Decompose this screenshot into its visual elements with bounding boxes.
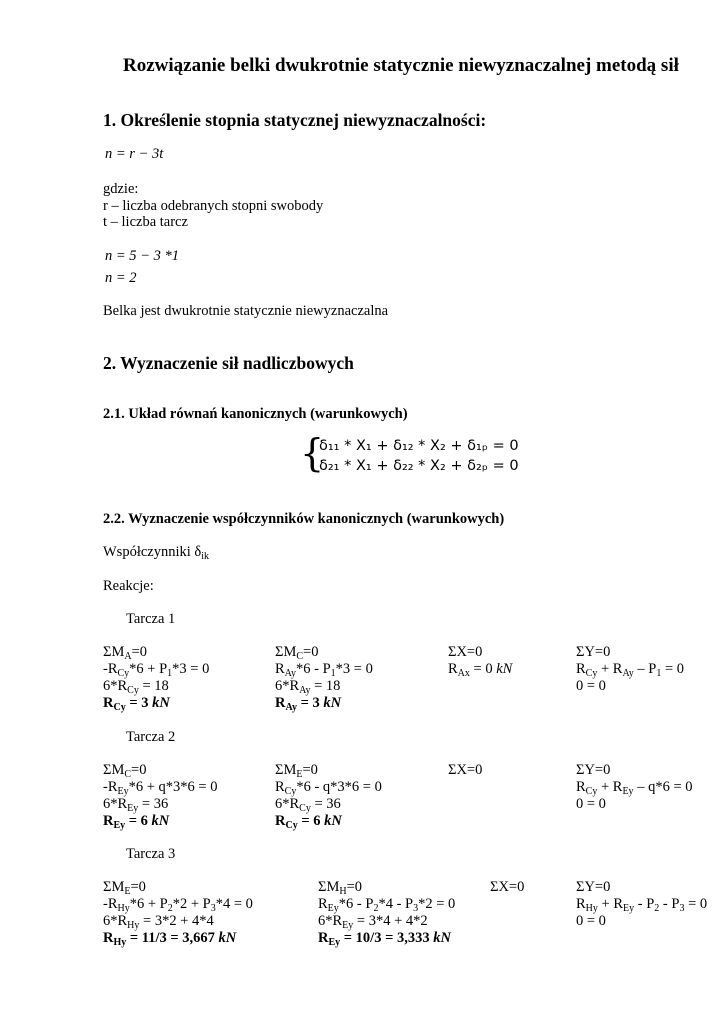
equation-line: $6*R_{Cy} = 18$	[103, 678, 169, 696]
tarcza-1-col-4	[576, 644, 684, 695]
canonical-equation-1: δ₁₁ * X₁ + δ₁₂ * X₂ + δ₁ₚ = 0	[319, 438, 519, 454]
equation-line: $\Sigma M_H=0$	[318, 879, 363, 897]
equation-line: $-R_{Ey}*6 + q*3*6 = 0$	[103, 779, 218, 797]
equation-line: $\Sigma M_E=0$	[275, 762, 318, 780]
tarcza-2-col-4	[576, 762, 693, 813]
equation-line: $\Sigma M_A=0$	[103, 644, 148, 662]
equation-line: $6*R_{Ey} = 36$	[103, 796, 169, 814]
tarcza-1-col-1	[103, 644, 209, 712]
section1-heading: 1. Określenie stopnia statycznej niewyznaczalności:	[103, 110, 487, 130]
subsection-2-2-heading: 2.2. Wyznaczenie współczynników kanonicznych (warunkowych)	[103, 511, 505, 527]
equation-line: $R_{Cy}*6 - q*3*6 = 0$	[275, 779, 382, 797]
subsection-2-1-heading: 2.1. Układ równań kanonicznych (warunkowych)	[103, 406, 408, 422]
tarcza-1-label: Tarcza 1	[126, 611, 176, 627]
tarcza-1-col-2	[275, 644, 373, 712]
t-definition: t – liczba tarcz	[103, 214, 188, 230]
equation-line: $6*R_{Hy} = 3*2 + 4*4$	[103, 913, 214, 931]
tarcza-3-col-4	[576, 879, 707, 930]
calc-line-2: n = 2	[105, 270, 137, 286]
r-definition: r – liczba odebranych stopni swobody	[103, 198, 324, 214]
equation-line: $R_{Ey}*6 - P_2*4 - P_3*2 = 0$	[318, 896, 456, 914]
equation-line: 0 = 0	[576, 678, 606, 694]
tarcza-2-col-2	[275, 762, 382, 830]
equation-line: $\Sigma M_C=0$	[103, 762, 147, 780]
equation-line: $R_{Cy} + R_{Ay} - P_1 = 0$	[576, 661, 685, 679]
equation-line: ΣX=0	[448, 644, 483, 660]
tarcza-2-label: Tarcza 2	[126, 729, 176, 745]
equation-line: 0 = 0	[576, 913, 606, 929]
equation-line: $\Sigma M_C=0$	[275, 644, 319, 662]
tarcza-3-col-3	[490, 879, 524, 896]
equation-line: $R_{Hy} = 11/3 = 3,667$ kN	[103, 930, 237, 948]
equation-line: 0 = 0	[576, 796, 606, 812]
equation-line: $R_{Cy} + R_{Ey} - q*6 = 0$	[576, 779, 693, 797]
tarcza-3-label: Tarcza 3	[126, 846, 176, 862]
tarcza-3-col-2	[318, 879, 455, 947]
equation-line: ΣX=0	[490, 879, 525, 895]
equation-line: $R_{Ey} = 6$ kN	[103, 813, 170, 831]
tarcza-1-col-3	[448, 644, 512, 678]
equation-line: ΣX=0	[448, 762, 483, 778]
where-label: gdzie:	[103, 181, 139, 197]
equation-line: $R_{Ay} = 3$ kN	[275, 695, 342, 713]
equation-line: ΣY=0	[576, 762, 611, 778]
equation-line: $R_{Ay}*6 - P_1*3 = 0$	[275, 661, 373, 679]
equation-line: $6*R_{Cy} = 36$	[275, 796, 341, 814]
formula-n: n = r − 3t	[105, 146, 164, 162]
canonical-equation-2: δ₂₁ * X₁ + δ₂₂ * X₂ + δ₂ₚ = 0	[319, 458, 519, 474]
equation-system-brace: {	[300, 431, 325, 475]
tarcza-3-col-1	[103, 879, 253, 947]
equation-line: $R_{Ey} = 10/3 = 3,333$ kN	[318, 930, 451, 948]
tarcza-2-col-3	[448, 762, 482, 779]
equation-line: $6*R_{Ey} = 3*4 + 4*2$	[318, 913, 428, 931]
equation-line: ΣY=0	[576, 644, 611, 660]
equation-line: $R_{Cy} = 3$ kN	[103, 695, 170, 713]
section2-heading: 2. Wyznaczenie sił nadliczbowych	[103, 353, 354, 373]
equation-line: $-R_{Hy}*6 + P_2*2 + P_3*4 = 0$	[103, 896, 253, 914]
equation-line: ΣY=0	[576, 879, 611, 895]
equation-line: $\Sigma M_E=0$	[103, 879, 146, 897]
tarcza-2-col-1	[103, 762, 217, 830]
conclusion: Belka jest dwukrotnie statycznie niewyznaczalna	[103, 303, 389, 319]
equation-line: $6*R_{Ay} = 18$	[275, 678, 341, 696]
reactions-label: Reakcje:	[103, 578, 154, 594]
coefficients-label: Współczynniki $\delta_{ik}$	[103, 544, 210, 562]
equation-line: $R_{Ax} = 0$ kN	[448, 661, 513, 679]
equation-line: $-R_{Cy}*6 + P_1*3 = 0$	[103, 661, 210, 679]
calc-line-1: n = 5 − 3 *1	[105, 248, 179, 264]
equation-line: $R_{Hy} + R_{Ey} - P_2 - P_3 = 0$	[576, 896, 708, 914]
document-title: Rozwiązanie belki dwukrotnie statycznie niewyznaczalnej metodą sił	[123, 55, 679, 76]
equation-line: $R_{Cy} = 6$ kN	[275, 813, 342, 831]
